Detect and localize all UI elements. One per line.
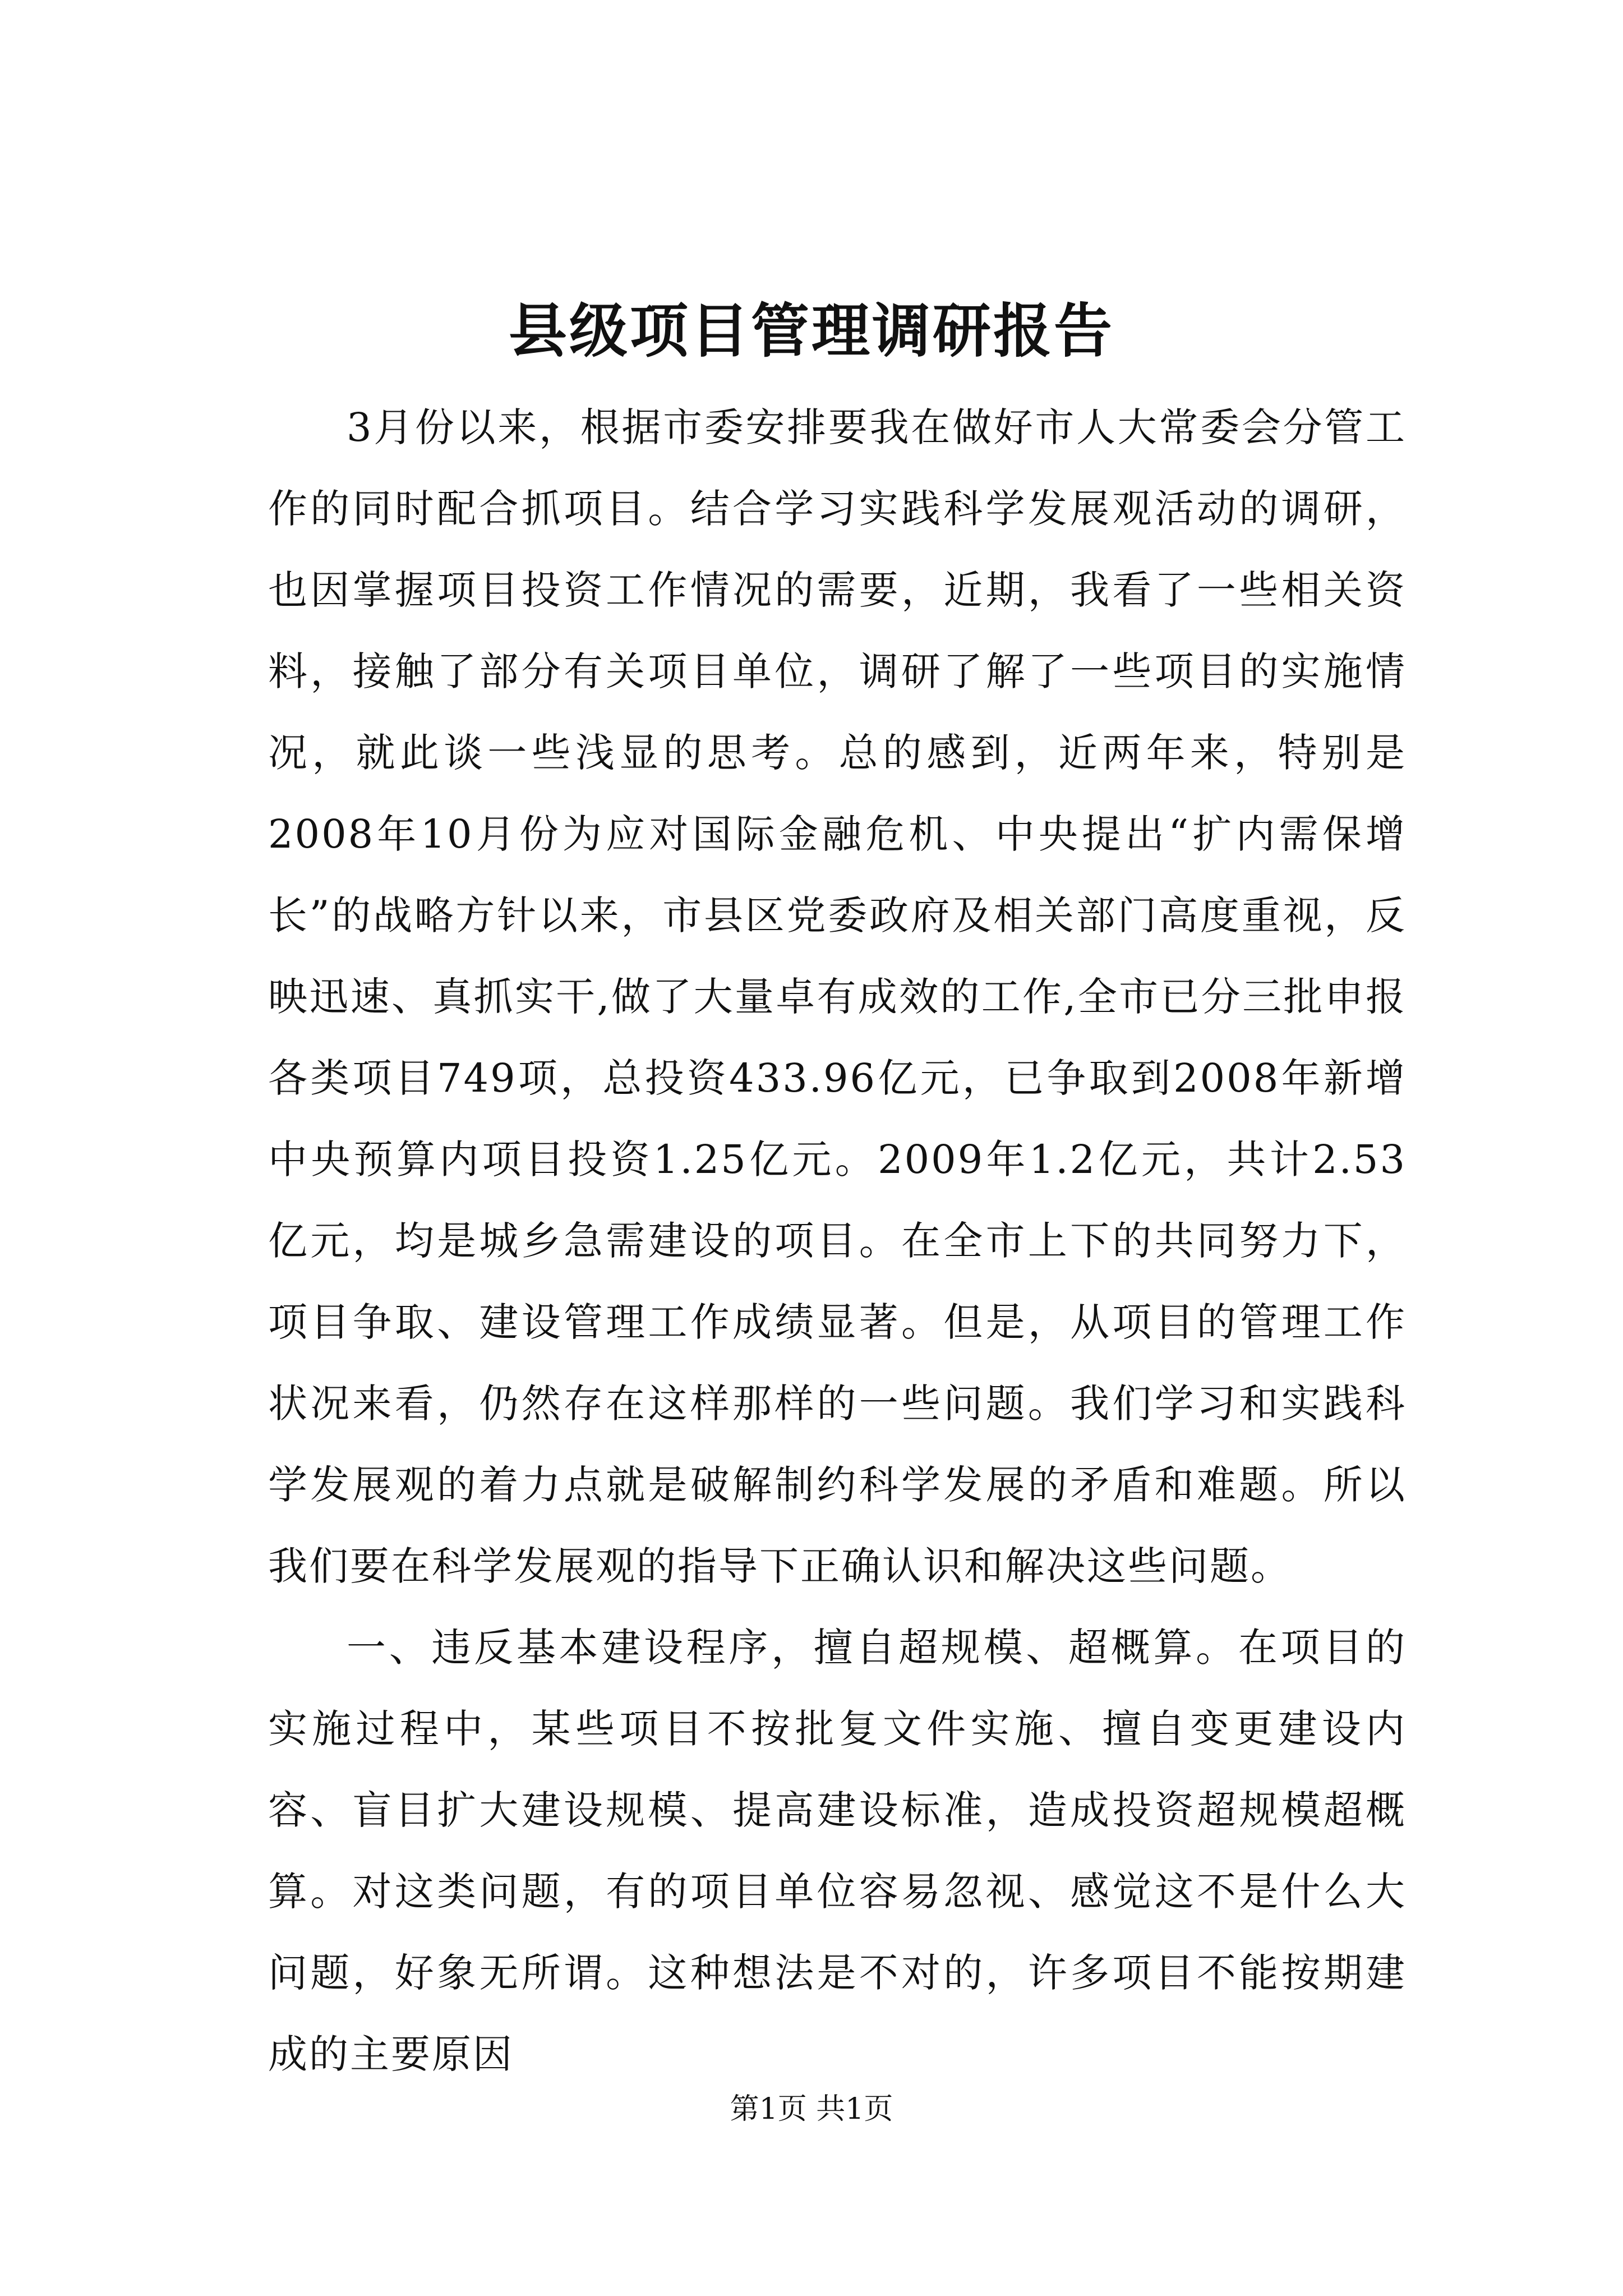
document-body (268, 387, 1407, 2095)
page-number-footer: 第1页 共1页 (730, 2092, 893, 2126)
body-paragraph-section-one: 一、违反基本建设程序，擅自超规模、超概算。在项目的实施过程中，某些项目不按批复文件实施、擅自变更建设内容、盲目扩大建设规模、提高建设标准，造成投资超规模超概算。对这类问题，有的项目单位容易忽视、感觉这不是什么大问题，好象无所谓。这种想法是不对的，许多项目不能按期建成的主要原因 (268, 1625, 1407, 2077)
document-title: 县级项目管理调研报告 (508, 296, 1114, 365)
body-paragraph-intro: 3月份以来，根据市委安排要我在做好市人大常委会分管工作的同时配合抓项目。结合学习实践科学发展观活动的调研，也因掌握项目投资工作情况的需要，近期，我看了一些相关资料，接触了部分有关项目单位，调研了解了一些项目的实施情况，就此谈一些浅显的思考。总的感到，近两年来，特别是2008年10月份为应对国际金融危机、中央提出“扩内需保增长”的战略方针以来，市县区党委政府及相关部门高度重视，反映迅速、真抓实干,做了大量卓有成效的工作,全市已分三批申报各类项目749项，总投资433.96亿元，已争取到2008年新增中央预算内项目投资1.25亿元。2009年1.2亿元，共计2.53亿元，均是城乡急需建设的项目。在全市上下的共同努力下，项目争取、建设管理工作成绩显著。但是，从项目的管理工作状况来看，仍然存在这样那样的一些问题。我们学习和实践科学发展观的着力点就是破解制约科学发展的矛盾和难题。所以我们要在科学发展观的指导下正确认识和解决这些问题。 (268, 404, 1407, 1589)
